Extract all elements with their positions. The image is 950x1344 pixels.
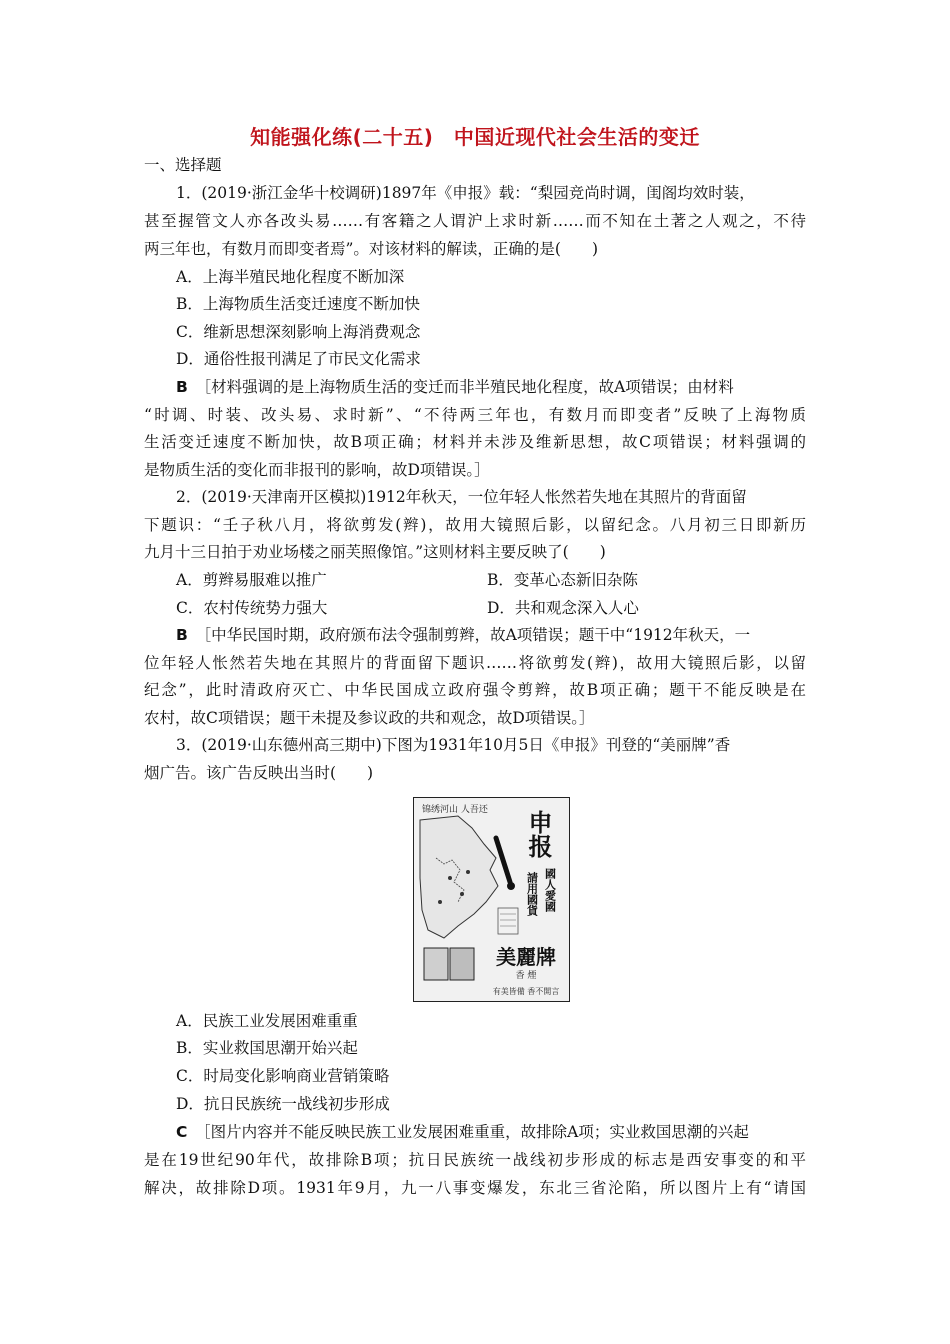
q2-answer: B [176, 626, 188, 644]
q2-analysis-line [176, 623, 806, 647]
q2-stem-line: 2．(2019·天津南开区模拟)1912年秋天，一位年轻人怅然若失地在其照片的背面留 [176, 488, 747, 506]
ad-brand-sub: 香 煙 [515, 971, 537, 981]
q1-stem-line: 1．(2019·浙江金华十校调研)1897年《申报》载：“梨园竞尚时调，闺阁均效时装， [176, 184, 755, 202]
q1-answer: B [176, 378, 188, 396]
q3-option-c: C．时局变化影响商业营销策略 [176, 1067, 390, 1085]
cigarette-pack-icon [424, 948, 448, 980]
q2-analysis-line: 位年轻人怅然若失地在其照片的背面留下题识……将欲剪发(辫)，故用大镜照后影，以留 [144, 654, 806, 672]
q2-option-d: D．共和观念深入人心 [487, 599, 639, 617]
ad-top-text: 锦绣河山 人吾还 [422, 805, 488, 815]
q1-analysis-line: 是物质生活的变化而非报刊的影响，故D项错误。］ [144, 461, 490, 479]
ad-bottom-text: 有美皆備 香不開言 [492, 987, 560, 996]
page-title: 知能强化练(二十五) 中国近现代社会生活的变迁 [250, 125, 700, 149]
q2-stem-line: 下题识：“壬子秋八月，将欲剪发(辫)，故用大镜照后影，以留纪念。八月初三日即新历 [144, 516, 806, 534]
ad-slogan-2: 請用國貨 [525, 872, 539, 916]
q3-analysis-line: 是在19世纪90年代，故排除B项；抗日民族统一战线初步形成的标志是西安事变的和平 [144, 1151, 806, 1169]
q3-option-b: B．实业救国思潮开始兴起 [176, 1039, 358, 1057]
ad-masthead: 申报 [524, 810, 552, 858]
q1-option-d: D．通俗性报刊满足了市民文化需求 [176, 350, 421, 368]
q3-analysis-text: ［图片内容并不能反映民族工业发展困难重重，故排除A项；实业救国思潮的兴起 [202, 1123, 749, 1141]
ad-slogan-1: 國人愛國 [543, 868, 557, 912]
q3-analysis-line [176, 1120, 806, 1144]
q2-option-b: B．变革心态新旧杂陈 [487, 571, 638, 589]
q1-option-a: A．上海半殖民地化程度不断加深 [176, 268, 405, 286]
q1-analysis-line: 生活变迁速度不断加快，故B项正确；材料并未涉及维新思想，故C项错误；材料强调的 [144, 433, 806, 451]
q2-analysis-line: 纪念”，此时清政府灭亡、中华民国成立政府强令剪辫，故B项正确；题干不能反映是在 [144, 681, 806, 699]
ad-brand: 美麗牌 [496, 945, 556, 969]
q1-stem-line: 甚至握管文人亦各改头易……有客籍之人谓沪上求时新……而不知在土著之人观之，不待 [144, 212, 806, 230]
q2-analysis-line: 农村，故C项错误；题干未提及参议政的共和观念，故D项错误。］ [144, 709, 595, 727]
section-heading: 一、选择题 [144, 156, 222, 174]
cigarette-pack-icon [450, 948, 474, 980]
q3-stem-line: 烟广告。该广告反映出当时( ) [144, 764, 374, 782]
q1-analysis-line: “时调、时装、改头易、求时新”、“不待两三年也，有数月而即变者”反映了上海物质 [144, 406, 806, 424]
q3-option-d: D．抗日民族统一战线初步形成 [176, 1095, 390, 1113]
q3-analysis-line: 解决，故排除D项。1931年9月，九一八事变爆发，东北三省沦陷，所以图片上有“请国 [144, 1179, 806, 1197]
q2-analysis-text: ［中华民国时期，政府颁布法令强制剪辫，故A项错误；题干中“1912年秋天，一 [203, 626, 751, 644]
q2-option-c: C．农村传统势力强大 [176, 599, 328, 617]
advertisement-image [413, 797, 570, 1002]
cigarette-ad-illustration [414, 798, 569, 1001]
q1-option-c: C．维新思想深刻影响上海消费观念 [176, 323, 421, 341]
q1-stem-line: 两三年也，有数月而即变者焉”。对该材料的解读，正确的是( ) [144, 240, 599, 258]
q1-analysis-line [176, 375, 806, 399]
q1-option-b: B．上海物质生活变迁速度不断加快 [176, 295, 420, 313]
q3-option-a: A．民族工业发展困难重重 [176, 1012, 358, 1030]
q1-analysis-text: ［材料强调的是上海物质生活的变迁而非半殖民地化程度，故A项错误；由材料 [203, 378, 734, 396]
q2-option-a: A．剪辫易服难以推广 [176, 571, 327, 589]
q2-stem-line: 九月十三日拍于劝业场楼之丽芙照像馆。”这则材料主要反映了( ) [144, 543, 606, 561]
q3-answer: C [176, 1123, 188, 1141]
q3-stem-line: 3．(2019·山东德州高三期中)下图为1931年10月5日《申报》刊登的“美丽牌”香 [176, 736, 731, 754]
